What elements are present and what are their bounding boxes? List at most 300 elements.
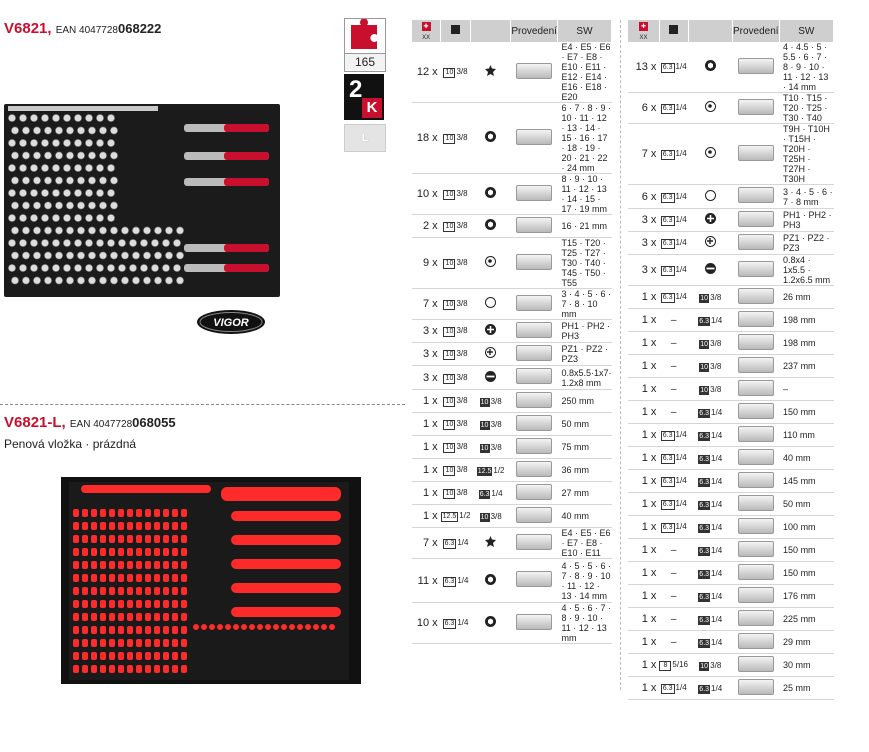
drive-cell	[659, 93, 688, 124]
tool-image	[511, 505, 558, 528]
drive-fraction: 1/4	[675, 191, 687, 201]
drive-fraction: 3/8	[456, 419, 468, 428]
profile-cell	[688, 185, 732, 209]
drive-size-badge: 6.3	[662, 105, 673, 112]
drive2-size-badge: 10	[700, 662, 709, 670]
tool-image	[732, 42, 779, 93]
header-provedeni: Provedení	[732, 20, 779, 42]
drive-cell	[441, 320, 471, 343]
profile-cell	[470, 366, 510, 390]
pozidriv-icon	[485, 347, 496, 358]
header-xx: XX	[422, 35, 431, 41]
quantity: 6 x	[628, 93, 659, 124]
tool-image	[732, 232, 779, 255]
quantity: 7 x	[412, 528, 441, 559]
tool-image	[511, 459, 558, 482]
drive-fraction: 1/4	[675, 499, 687, 508]
drive-fraction: 3/8	[456, 488, 468, 497]
profile-cell	[688, 608, 732, 631]
drive-fraction: 1/4	[457, 575, 469, 585]
size-value: 198 mm	[779, 309, 833, 332]
drive-fraction: 1/4	[457, 618, 469, 627]
tool-image	[732, 255, 779, 286]
drive2-size-badge: 10	[480, 398, 489, 406]
size-value: T15 · T20 · T25 · T27 · T30 · T40 · T45 · T50 · T55	[557, 238, 611, 289]
table-row	[628, 608, 834, 631]
table-row	[628, 42, 834, 93]
drive-cell	[659, 539, 688, 562]
drive-size-badge: 6.3	[662, 240, 673, 247]
tool-photo	[738, 426, 774, 442]
table-row	[628, 654, 834, 677]
drive-size-badge: 6.3	[662, 432, 673, 439]
tool-photo	[738, 99, 774, 115]
table-row	[628, 255, 834, 286]
tool-image	[732, 309, 779, 332]
tool-photo	[738, 449, 774, 465]
ean-label	[55, 21, 162, 36]
size-value: 30 mm	[779, 654, 833, 677]
quantity: 3 x	[412, 320, 441, 343]
tool-photo	[738, 311, 774, 327]
tool-image	[511, 343, 558, 366]
size-value: 75 mm	[557, 436, 611, 459]
drive-cell	[441, 343, 471, 366]
table-row	[628, 585, 834, 608]
drive2-size-badge: 6.3	[699, 639, 710, 647]
drive-size-badge: 8	[659, 661, 671, 671]
drive2-size-badge: 6.3	[699, 432, 710, 440]
drive-size-badge: 6.3	[662, 524, 673, 531]
drive2-fraction: 3/8	[710, 292, 722, 302]
drive-cell	[441, 174, 471, 215]
tool-image	[511, 42, 558, 103]
tool-photo	[738, 234, 774, 250]
quantity: 1 x	[628, 585, 659, 608]
profile-cell	[470, 436, 510, 459]
profile-cell	[470, 459, 510, 482]
profile-cell	[470, 289, 510, 320]
drive-none: –	[670, 636, 677, 648]
drive-fraction: 3/8	[456, 258, 468, 267]
quantity: 12 x	[412, 42, 441, 103]
profile-cell	[688, 309, 732, 332]
tool-photo	[738, 633, 774, 649]
drive2-size-badge: 10	[700, 363, 709, 371]
drive2-fraction: 1/4	[711, 637, 723, 647]
torx-icon	[705, 101, 716, 112]
drive-fraction: 1/4	[675, 292, 687, 301]
profile-cell	[688, 654, 732, 677]
drive-cell	[441, 559, 471, 603]
profile-cell	[688, 585, 732, 608]
profile-cell	[688, 493, 732, 516]
hex-socket-icon	[485, 574, 496, 585]
quantity: 1 x	[628, 286, 659, 309]
size-value: 50 mm	[557, 413, 611, 436]
tool-image	[511, 238, 558, 289]
drive2-size-badge: 6.3	[699, 455, 710, 463]
tool-tray-image	[4, 104, 280, 297]
profile-cell	[470, 320, 510, 343]
table-row	[412, 215, 612, 238]
quantity: 1 x	[628, 401, 659, 424]
size-value: 4 · 4.5 · 5 · 5.5 · 6 · 7 · 8 · 9 · 10 · 11 · 12 · 13 · 14 mm	[779, 42, 833, 93]
drive2-fraction: 3/8	[490, 442, 502, 452]
drive2-size-badge: 6.3	[699, 593, 710, 601]
drawer-count: 2	[349, 76, 363, 103]
size-value: 40 mm	[557, 505, 611, 528]
size-value: 150 mm	[779, 562, 833, 585]
drive2-fraction: 1/4	[711, 476, 723, 486]
phillips-icon	[485, 324, 496, 335]
slotted-icon	[485, 371, 496, 382]
tool-image	[511, 390, 558, 413]
drive-cell	[659, 255, 688, 286]
drive-cell	[659, 562, 688, 585]
drive2-size-badge: 10	[700, 340, 709, 348]
drive2-size-badge: 6.3	[699, 616, 710, 624]
size-value: 237 mm	[779, 355, 833, 378]
header-xx-icon: ✚ XX	[412, 20, 441, 42]
profile-cell	[470, 174, 510, 215]
tool-image	[732, 493, 779, 516]
section-divider	[0, 404, 405, 405]
hex-socket-icon	[485, 187, 496, 198]
tool-photo	[738, 587, 774, 603]
tool-photo	[738, 495, 774, 511]
tool-photo	[516, 217, 552, 233]
tool-photo	[516, 185, 552, 201]
drive-fraction: 1/4	[675, 430, 687, 439]
drive2-size-badge: 10	[480, 513, 489, 521]
drive-fraction: 3/8	[456, 349, 468, 358]
quantity: 1 x	[628, 562, 659, 585]
header-drive-icon	[659, 20, 688, 42]
ean-suffix: 068222	[118, 21, 162, 36]
table-row	[628, 516, 834, 539]
size-value: 176 mm	[779, 585, 833, 608]
drive-fraction: 3/8	[456, 221, 468, 230]
drive-cell	[659, 401, 688, 424]
tool-photo	[738, 334, 774, 350]
drive-size-badge: 10	[443, 466, 455, 476]
quantity: 1 x	[412, 413, 441, 436]
profile-cell	[688, 401, 732, 424]
drive-fraction: 1/4	[675, 103, 687, 112]
size-value: 198 mm	[779, 332, 833, 355]
tool-photo	[738, 472, 774, 488]
drive2-fraction: 1/4	[711, 315, 723, 325]
tool-image	[732, 447, 779, 470]
size-value: 4 · 5 · 5 · 6 · 7 · 8 · 9 · 10 · 11 · 12 · 13 · 14 mm	[557, 559, 611, 603]
drive-none: –	[670, 406, 677, 418]
size-value: T9H · T10H · T15H · T20H · T25H · T27H · T30H	[779, 124, 833, 185]
hex-socket-icon	[485, 219, 496, 230]
tool-photo	[516, 63, 552, 79]
drive-fraction: 1/2	[459, 511, 471, 520]
hex-socket-icon	[485, 131, 496, 142]
drive-size-badge: 10	[443, 350, 455, 360]
drive-size-badge: 12.5	[442, 513, 457, 520]
tool-photo	[516, 368, 552, 384]
size-value: 110 mm	[779, 424, 833, 447]
table-row	[628, 309, 834, 332]
tool-image	[732, 677, 779, 700]
quantity: 1 x	[412, 482, 441, 505]
torx-e-star-icon	[485, 65, 496, 76]
drive-size-badge: 6.3	[662, 217, 673, 224]
tool-image	[732, 185, 779, 209]
tool-image	[511, 320, 558, 343]
table-row	[412, 603, 612, 644]
drive-cell	[441, 390, 471, 413]
drive2-fraction: 1/2	[493, 465, 505, 475]
tool-image	[732, 654, 779, 677]
tool-image	[511, 436, 558, 459]
table-row	[628, 447, 834, 470]
drive-fraction: 1/4	[675, 215, 687, 224]
drive-cell	[441, 42, 471, 103]
brand-text: VIGOR	[213, 317, 249, 329]
drive-cell	[659, 493, 688, 516]
torx-e-star-icon	[485, 536, 496, 547]
drawer-badge	[344, 74, 384, 120]
profile-cell	[688, 232, 732, 255]
hex-socket-icon	[705, 60, 716, 71]
tool-image	[732, 332, 779, 355]
drive2-size-badge: 10	[700, 386, 709, 394]
tool-photo	[738, 403, 774, 419]
drive-cell	[441, 215, 471, 238]
profile-cell	[688, 470, 732, 493]
profile-cell	[688, 378, 732, 401]
table-row	[628, 332, 834, 355]
drive-none: –	[670, 567, 677, 579]
quantity: 1 x	[412, 505, 441, 528]
drive-none: –	[670, 337, 677, 349]
size-value: 25 mm	[779, 677, 833, 700]
header-xx-icon: ✚ XX	[628, 20, 659, 42]
drive2-size-badge: 10	[700, 294, 709, 302]
size-value: 50 mm	[779, 493, 833, 516]
tool-image	[511, 528, 558, 559]
table-row	[412, 505, 612, 528]
quantity: 1 x	[628, 516, 659, 539]
drive-cell	[441, 603, 471, 644]
drive-none: –	[670, 383, 677, 395]
drive-size-badge: 10	[443, 259, 455, 269]
profile-cell	[688, 447, 732, 470]
drive-cell	[659, 608, 688, 631]
drive-cell	[659, 654, 688, 677]
size-value: 150 mm	[779, 401, 833, 424]
tool-photo	[516, 571, 552, 587]
table-row	[412, 482, 612, 505]
drive-none: –	[670, 590, 677, 602]
foam-insert-image	[61, 477, 361, 684]
drive2-size-badge: 6.3	[699, 524, 710, 532]
profile-cell	[688, 124, 732, 185]
quantity: 1 x	[628, 355, 659, 378]
drive-cell	[659, 378, 688, 401]
profile-cell	[470, 42, 510, 103]
profile-cell	[688, 539, 732, 562]
quantity: 6 x	[628, 185, 659, 209]
size-value: 16 · 21 mm	[557, 215, 611, 238]
drive-fraction: 1/4	[675, 265, 687, 274]
tool-photo	[516, 484, 552, 500]
drive-fraction: 5/16	[672, 660, 688, 669]
size-value: 27 mm	[557, 482, 611, 505]
drive-cell	[659, 124, 688, 185]
quantity: 3 x	[412, 343, 441, 366]
table-row	[628, 401, 834, 424]
tool-image	[732, 585, 779, 608]
drive-fraction: 1/4	[675, 62, 687, 71]
tool-photo	[516, 415, 552, 431]
tool-photo	[516, 461, 552, 477]
tool-image	[511, 559, 558, 603]
hex-key-icon	[485, 297, 496, 308]
quantity: 1 x	[628, 424, 659, 447]
quantity: 1 x	[628, 608, 659, 631]
header-xx: XX	[639, 35, 648, 41]
tool-photo	[516, 392, 552, 408]
table-row	[412, 320, 612, 343]
table-row	[412, 528, 612, 559]
size-value: 100 mm	[779, 516, 833, 539]
size-value: 4 · 5 · 6 · 7 · 8 · 9 · 10 · 11 · 12 · 13 mm	[557, 603, 611, 644]
drive2-fraction: 1/4	[711, 522, 723, 532]
ean-prefix: EAN 4047728	[55, 25, 118, 36]
drive-cell	[659, 516, 688, 539]
profile-cell	[688, 255, 732, 286]
size-value: 3 · 4 · 5 · 6 · 7 · 8 · 10 mm	[557, 289, 611, 320]
pieces-badge	[344, 18, 386, 72]
drive-fraction: 1/4	[675, 238, 687, 247]
pozidriv-icon	[705, 236, 716, 247]
tool-image	[511, 482, 558, 505]
drive2-size-badge: 6.3	[699, 547, 710, 555]
profile-cell	[470, 343, 510, 366]
profile-cell	[470, 103, 510, 174]
table-row	[628, 470, 834, 493]
size-value: PZ1 · PZ2 · PZ3	[557, 343, 611, 366]
drive-fraction: 3/8	[456, 133, 468, 142]
size-value: 0.8x5.5·1x7· 1.2x8 mm	[557, 366, 611, 390]
tool-image	[732, 378, 779, 401]
table-row	[412, 366, 612, 390]
drive-cell	[441, 482, 471, 505]
drive2-fraction: 3/8	[490, 396, 502, 406]
tool-image	[732, 124, 779, 185]
ean2-label	[69, 415, 176, 430]
drive-none: –	[670, 314, 677, 326]
table-row	[628, 286, 834, 309]
drive-size-badge: 6.3	[662, 478, 673, 485]
quantity: 1 x	[628, 332, 659, 355]
hex-key-icon	[705, 190, 716, 201]
drive-cell	[441, 436, 471, 459]
quantity: 1 x	[412, 436, 441, 459]
table-row	[412, 42, 612, 103]
drive-cell	[659, 447, 688, 470]
quantity: 1 x	[412, 459, 441, 482]
tool-image	[732, 286, 779, 309]
drive-cell	[659, 585, 688, 608]
quantity: 1 x	[628, 539, 659, 562]
drive2-fraction: 1/4	[711, 453, 723, 463]
drive2-fraction: 1/4	[711, 683, 723, 693]
items-table-right	[628, 20, 834, 700]
quantity: 18 x	[412, 103, 441, 174]
profile-cell	[688, 209, 732, 232]
quantity: 1 x	[628, 378, 659, 401]
drive-fraction: 3/8	[456, 189, 468, 198]
drive2-fraction: 3/8	[710, 338, 722, 348]
drive-fraction: 1/4	[675, 476, 687, 485]
size-value: T10 · T15 · T20 · T25 · T30 · T40	[779, 93, 833, 124]
ean2-prefix: EAN 4047728	[69, 419, 133, 430]
tool-photo	[516, 614, 552, 630]
table-row	[412, 413, 612, 436]
profile-cell	[470, 505, 510, 528]
quantity: 1 x	[412, 390, 441, 413]
header-drive-icon	[441, 20, 471, 42]
quantity: 3 x	[628, 209, 659, 232]
puzzle-icon	[345, 19, 385, 53]
quantity: 1 x	[628, 654, 659, 677]
drive-fraction: 3/8	[456, 67, 468, 76]
profile-cell	[470, 238, 510, 289]
quantity: 7 x	[412, 289, 441, 320]
drive-fraction: 1/4	[675, 683, 687, 692]
tool-image	[732, 401, 779, 424]
product2-title	[4, 414, 176, 431]
phillips-icon	[705, 213, 716, 224]
profile-cell	[470, 482, 510, 505]
tool-photo	[738, 679, 774, 695]
drive-cell	[659, 470, 688, 493]
drive-cell	[659, 209, 688, 232]
header-sw: SW	[779, 20, 833, 42]
quantity: 3 x	[412, 366, 441, 390]
drive-cell	[659, 232, 688, 255]
drive-size-badge: 10	[443, 397, 455, 407]
drive-size-badge: 6.3	[662, 64, 673, 71]
profile-cell	[470, 413, 510, 436]
table-row	[412, 436, 612, 459]
drive-none: –	[670, 613, 677, 625]
size-badge: L	[344, 124, 386, 152]
drive-cell	[659, 424, 688, 447]
quantity: 10 x	[412, 603, 441, 644]
drive2-fraction: 3/8	[710, 384, 722, 394]
pieces-count: 165	[345, 53, 385, 70]
tool-image	[732, 608, 779, 631]
drive2-size-badge: 6.3	[699, 570, 710, 578]
tool-photo	[738, 211, 774, 227]
tool-photo	[738, 518, 774, 534]
profile-cell	[688, 286, 732, 309]
profile-cell	[470, 559, 510, 603]
drive-size-badge: 6.3	[662, 501, 673, 508]
hex-socket-icon	[485, 616, 496, 627]
tool-photo	[738, 656, 774, 672]
tool-image	[511, 215, 558, 238]
drive-size-badge: 6.3	[444, 620, 455, 627]
